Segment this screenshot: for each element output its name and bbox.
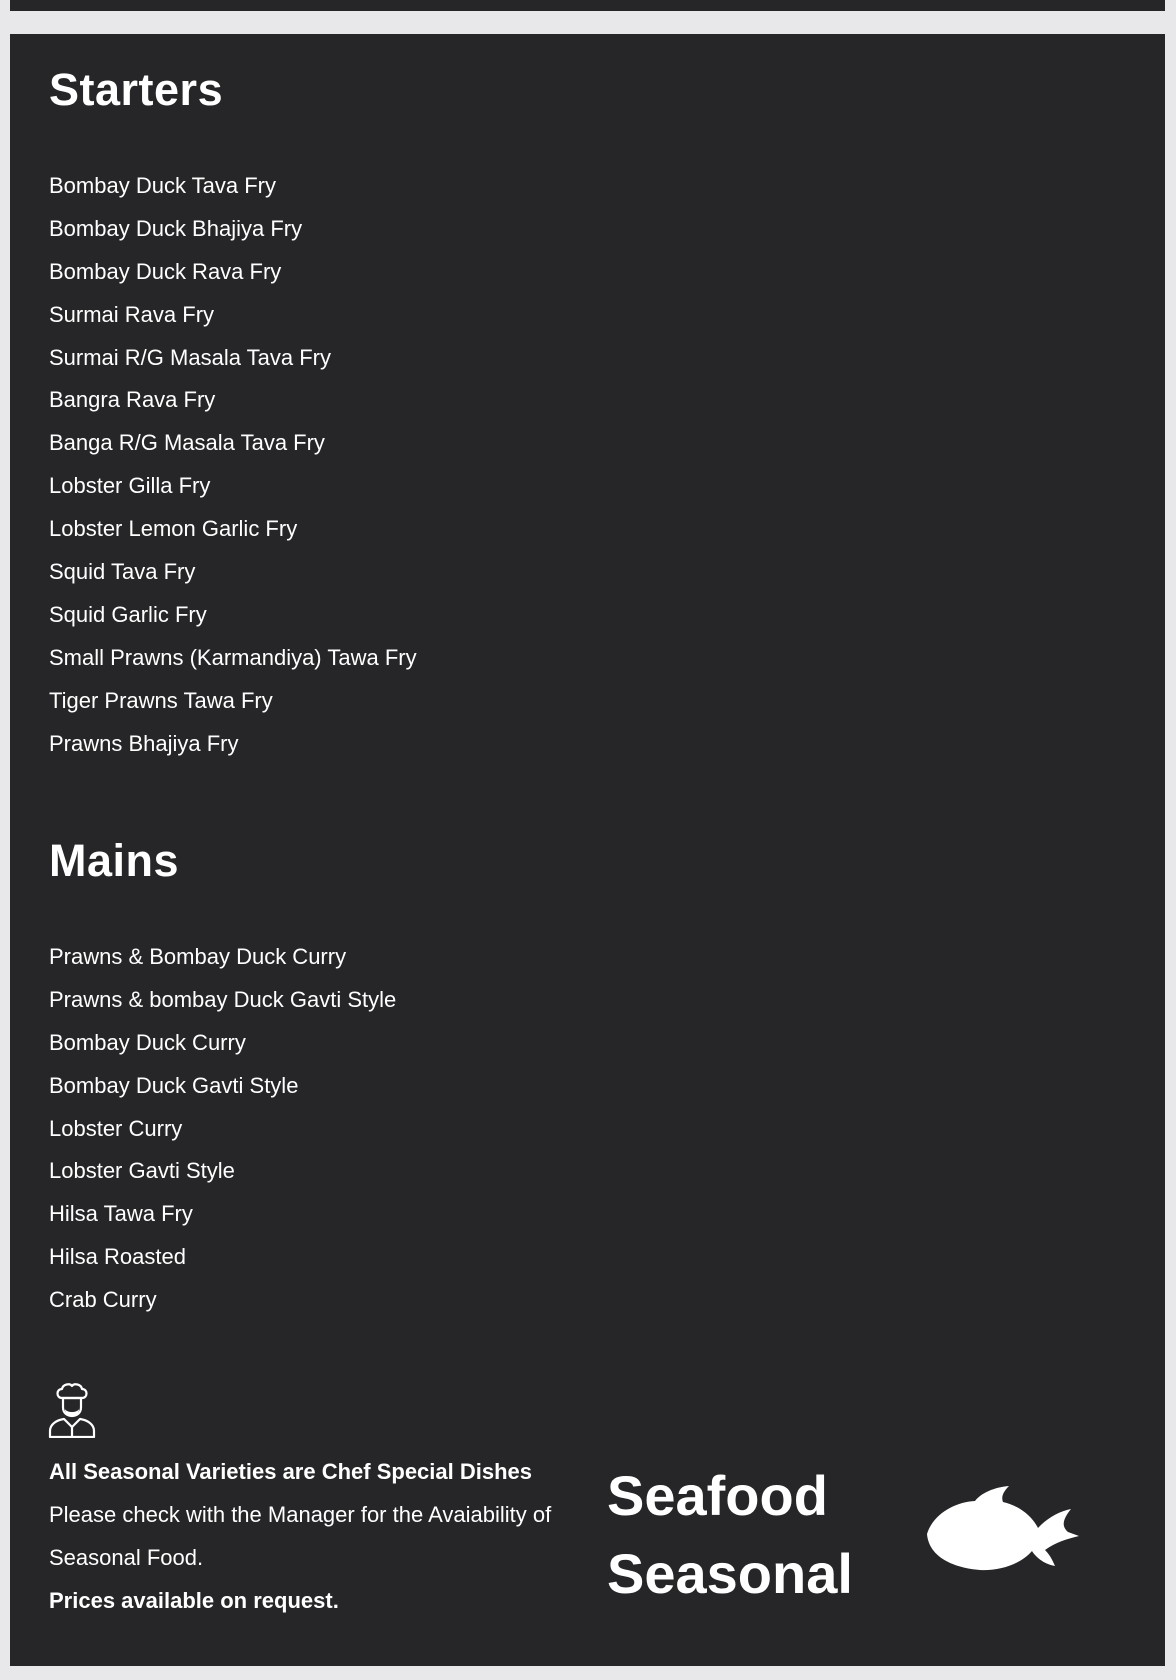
list-item: Hilsa Tawa Fry: [49, 1201, 193, 1227]
seasonal-notes: [49, 1450, 589, 1622]
list-item: Prawns Bhajiya Fry: [49, 730, 239, 756]
chef-special-note: All Seasonal Varieties are Chef Special Dishes: [49, 1459, 533, 1484]
list-item: Surmai R/G Masala Tava Fry: [49, 344, 332, 370]
menu-card: [10, 34, 1165, 1666]
list-item: Hilsa Roasted: [49, 1244, 186, 1270]
availability-note-line2: Seasonal Food.: [49, 1545, 204, 1570]
top-card-edge: [10, 0, 1165, 11]
list-item: Small Prawns (Karmandiya) Tawa Fry: [49, 644, 417, 670]
availability-note-line1: Please check with the Manager for the Avaiability of: [49, 1502, 552, 1527]
list-item: Lobster Gavti Style: [49, 1158, 235, 1184]
list-item: Prawns & Bombay Duck Curry: [49, 944, 347, 969]
list-item: Squid Garlic Fry: [49, 601, 207, 627]
list-item: Lobster Gilla Fry: [49, 473, 211, 499]
list-item: Bombay Duck Gavti Style: [49, 1072, 299, 1098]
list-item: Squid Tava Fry: [49, 559, 196, 585]
starters-list: [49, 165, 417, 765]
list-item: Banga R/G Masala Tava Fry: [49, 430, 325, 456]
mains-list: [49, 936, 396, 1322]
list-item: Bombay Duck Bhajiya Fry: [49, 215, 303, 241]
brand-line-2: Seasonal: [607, 1542, 853, 1605]
brand-line-1: Seafood: [607, 1464, 828, 1527]
list-item: Bangra Rava Fry: [49, 387, 216, 413]
list-item: Bombay Duck Rava Fry: [49, 258, 282, 284]
brand-name: [607, 1457, 853, 1613]
starters-title: Starters: [49, 64, 224, 115]
chef-icon: [48, 1382, 96, 1438]
mains-title: Mains: [49, 835, 180, 886]
list-item: Bombay Duck Tava Fry: [49, 173, 277, 198]
list-item: Lobster Lemon Garlic Fry: [49, 516, 298, 542]
list-item: Tiger Prawns Tawa Fry: [49, 687, 273, 713]
prices-note: Prices available on request.: [49, 1588, 339, 1613]
list-item: Prawns & bombay Duck Gavti Style: [49, 986, 397, 1012]
list-item: Surmai Rava Fry: [49, 301, 215, 327]
list-item: Crab Curry: [49, 1287, 157, 1313]
list-item: Lobster Curry: [49, 1115, 183, 1141]
fish-icon: [925, 1484, 1081, 1572]
list-item: Bombay Duck Curry: [49, 1029, 246, 1055]
